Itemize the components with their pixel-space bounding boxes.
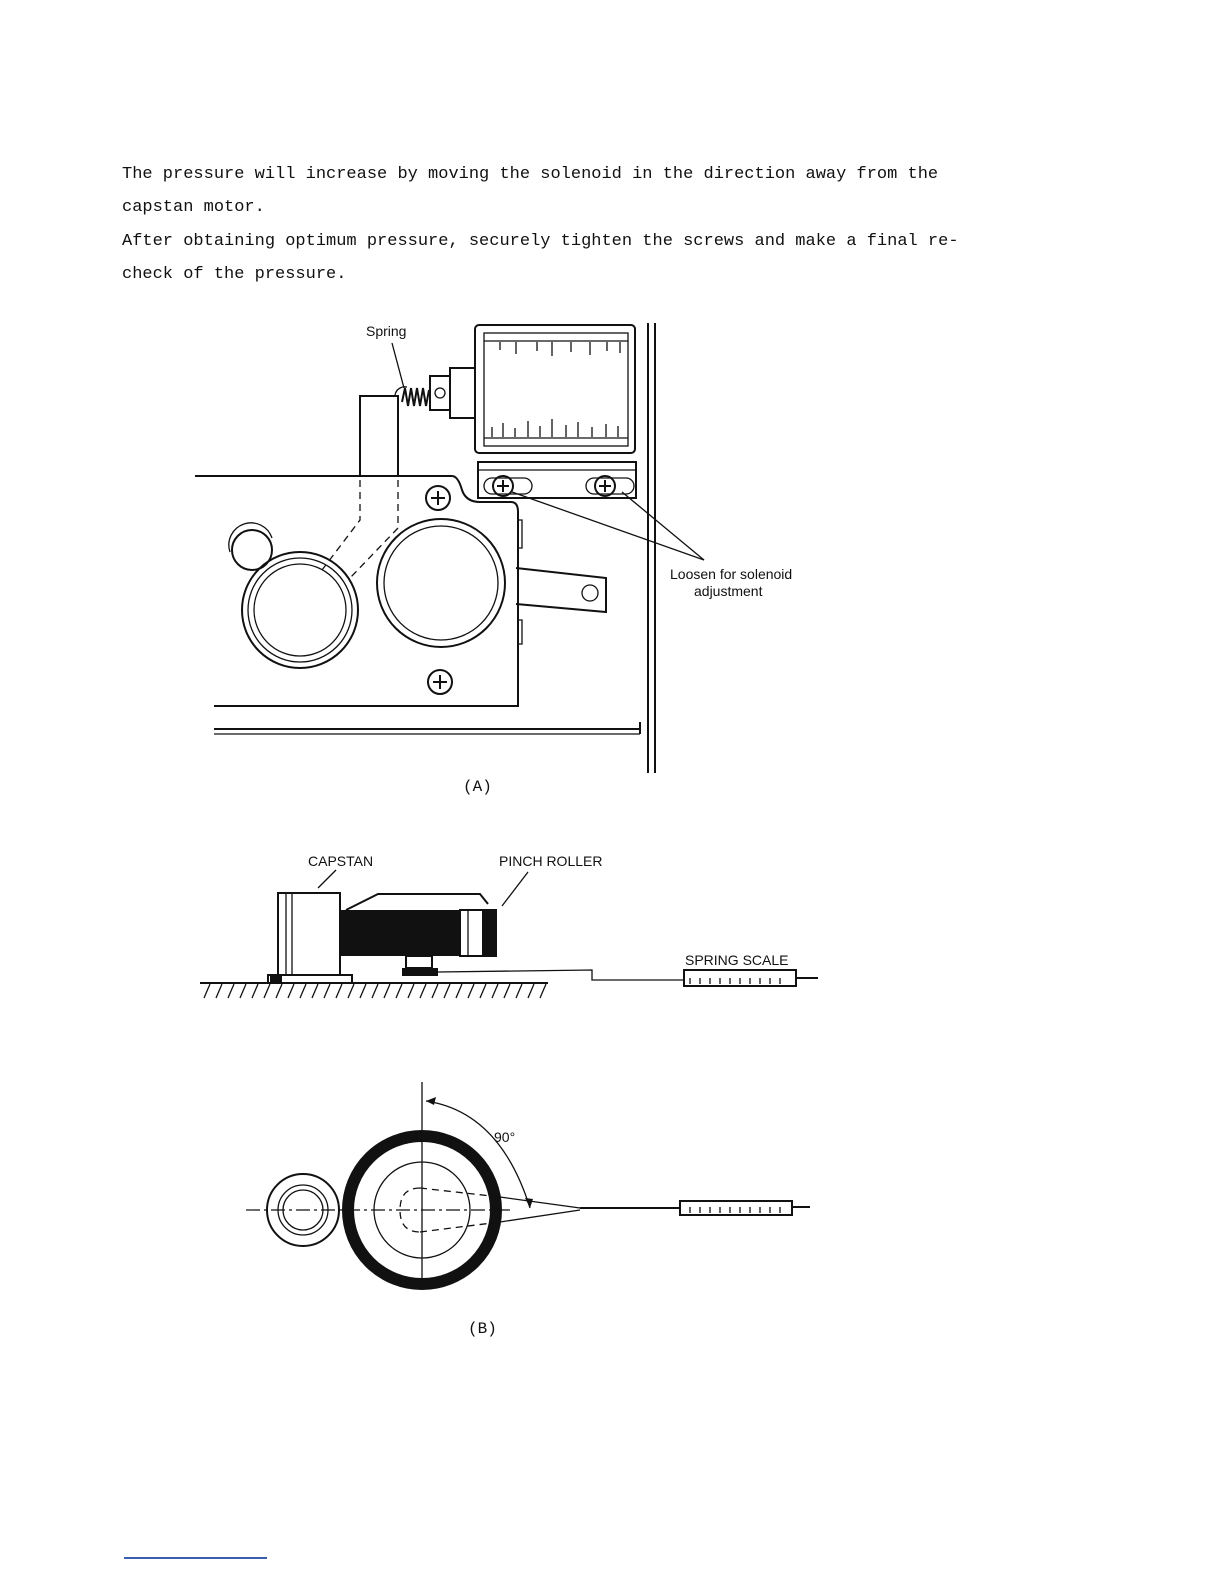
loosen-label-line2: adjustment <box>694 583 763 599</box>
screw-icon <box>428 670 452 694</box>
angle-label: 90° <box>494 1129 516 1145</box>
footer-rule <box>124 1557 267 1559</box>
screw-icon <box>484 476 532 496</box>
spring-scale-label: SPRING SCALE <box>685 952 789 968</box>
capstan-label: CAPSTAN <box>308 853 374 869</box>
paragraph-tighten-screws: After obtaining optimum pressure, securely tighten the screws and make a final re-check of the pressure. <box>122 232 959 284</box>
pinch-roller-label: PINCH ROLLER <box>499 853 603 869</box>
spring-label: Spring <box>366 323 407 339</box>
screw-icon <box>586 476 634 496</box>
screw-icon <box>426 486 450 510</box>
solenoid <box>430 325 636 498</box>
loosen-label-line1: Loosen for solenoid <box>670 566 793 582</box>
figure-a-caption: (A) <box>463 778 492 796</box>
figure-b-top-view <box>246 1082 810 1284</box>
paragraph-solenoid-direction: The pressure will increase by moving the solenoid in the direction away from the capstan motor. <box>122 165 939 217</box>
figure-b-caption: (B) <box>468 1320 497 1338</box>
figure-b-side-view <box>200 870 818 998</box>
figure-a-solenoid-diagram <box>195 323 704 773</box>
